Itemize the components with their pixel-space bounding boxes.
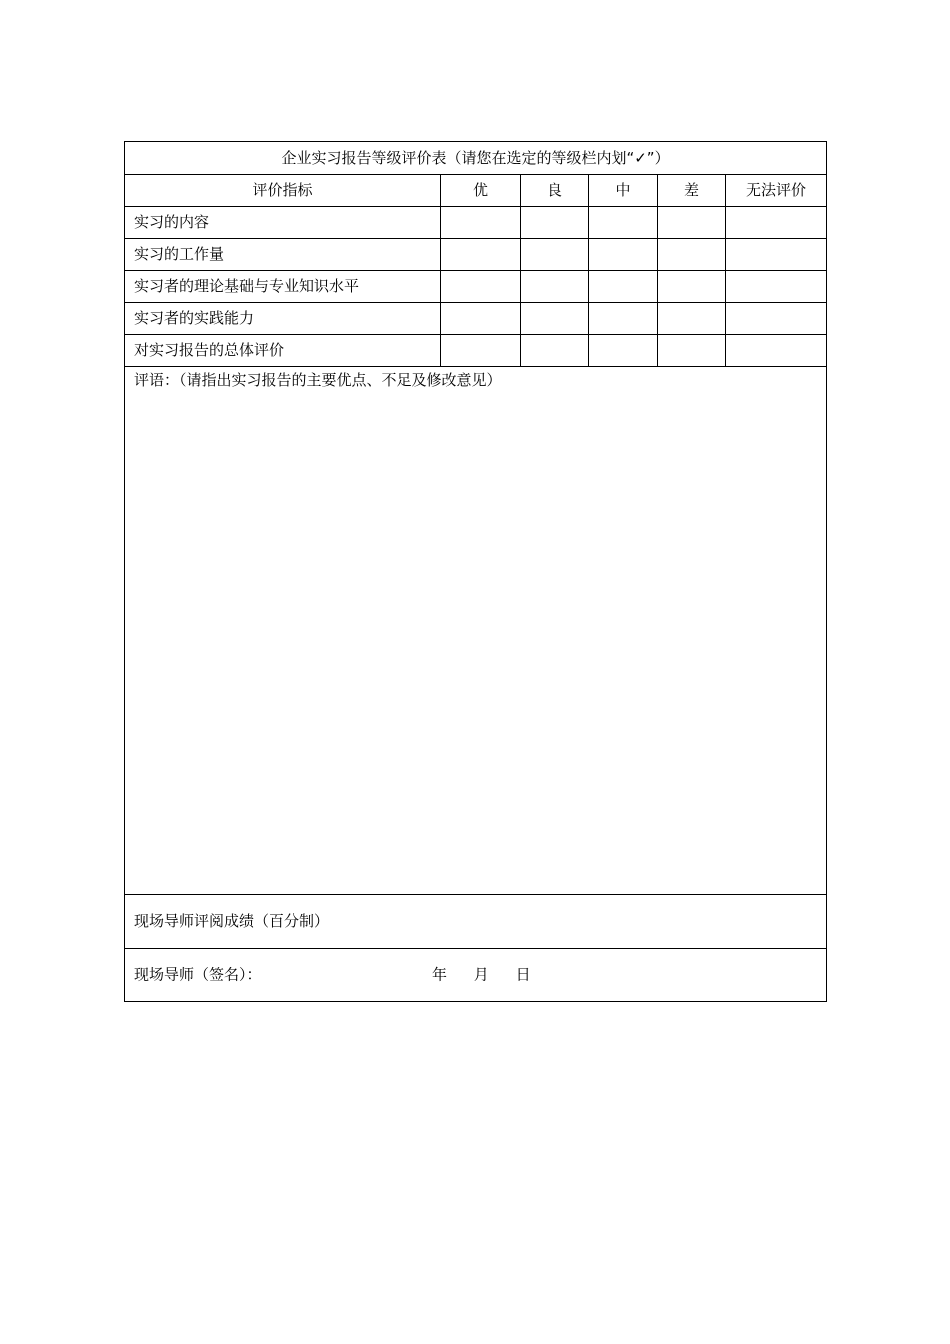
score-row: [125, 895, 827, 949]
form-title: 企业实习报告等级评价表（请您在选定的等级栏内划“✓”）: [125, 142, 827, 175]
grade-cell-good[interactable]: [521, 303, 589, 335]
criterion-row: [125, 271, 827, 303]
header-grade-unable: 无法评价: [726, 175, 827, 207]
signature-row: [125, 949, 827, 1002]
header-grade-average: 中: [589, 175, 658, 207]
criterion-row: [125, 239, 827, 271]
header-row: [125, 175, 827, 207]
grade-cell-excellent[interactable]: [441, 303, 521, 335]
header-grade-poor: 差: [658, 175, 726, 207]
header-grade-good: 良: [521, 175, 589, 207]
score-field[interactable]: [125, 895, 827, 949]
grade-cell-unable[interactable]: [726, 271, 827, 303]
comment-row: [125, 367, 827, 895]
grade-cell-excellent[interactable]: [441, 335, 521, 367]
criterion-row: [125, 207, 827, 239]
date-month-label: 月: [473, 965, 489, 984]
date-day-label: 日: [515, 965, 531, 984]
criterion-label: 实习的工作量: [125, 239, 441, 271]
grade-cell-unable[interactable]: [726, 303, 827, 335]
comment-label: 评语：（请指出实习报告的主要优点、不足及修改意见）: [134, 371, 502, 389]
score-label: 现场导师评阅成绩（百分制）: [134, 912, 330, 930]
grade-cell-poor[interactable]: [658, 271, 726, 303]
grade-cell-poor[interactable]: [658, 335, 726, 367]
grade-cell-good[interactable]: [521, 207, 589, 239]
criterion-label: 实习的内容: [125, 207, 441, 239]
criterion-row: [125, 303, 827, 335]
grade-cell-average[interactable]: [589, 207, 658, 239]
grade-cell-average[interactable]: [589, 303, 658, 335]
comment-area[interactable]: [125, 367, 827, 895]
signature-field[interactable]: [125, 949, 827, 1002]
grade-cell-good[interactable]: [521, 271, 589, 303]
criterion-label: 对实习报告的总体评价: [125, 335, 441, 367]
grade-cell-unable[interactable]: [726, 335, 827, 367]
grade-cell-excellent[interactable]: [441, 207, 521, 239]
grade-cell-average[interactable]: [589, 239, 658, 271]
signature-date: [432, 965, 531, 984]
grade-cell-average[interactable]: [589, 335, 658, 367]
grade-cell-average[interactable]: [589, 271, 658, 303]
grade-cell-good[interactable]: [521, 239, 589, 271]
criterion-row: [125, 335, 827, 367]
grade-cell-poor[interactable]: [658, 303, 726, 335]
signature-label: 现场导师（签名）：: [134, 965, 262, 984]
grade-cell-unable[interactable]: [726, 207, 827, 239]
grade-cell-poor[interactable]: [658, 207, 726, 239]
grade-cell-poor[interactable]: [658, 239, 726, 271]
date-year-label: 年: [432, 965, 448, 984]
grade-cell-good[interactable]: [521, 335, 589, 367]
grade-cell-excellent[interactable]: [441, 271, 521, 303]
grade-cell-excellent[interactable]: [441, 239, 521, 271]
header-grade-excellent: 优: [441, 175, 521, 207]
header-indicator: 评价指标: [125, 175, 441, 207]
grade-cell-unable[interactable]: [726, 239, 827, 271]
form-title-row: [125, 142, 827, 175]
criterion-label: 实习者的实践能力: [125, 303, 441, 335]
evaluation-form-table: [124, 141, 827, 1002]
criterion-label: 实习者的理论基础与专业知识水平: [125, 271, 441, 303]
